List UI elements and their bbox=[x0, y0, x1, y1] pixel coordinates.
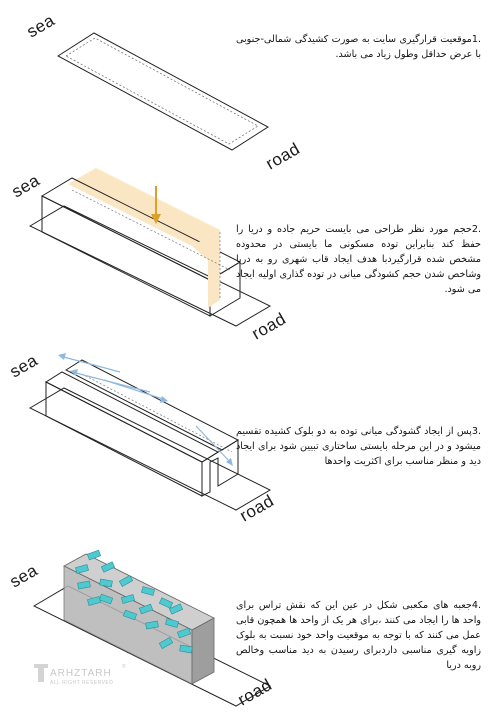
step-3-text: .3پس از ایجاد گشودگی میانی توده به دو بلوک کشیده تقسیم میشود و در این مرحله بایستی ساختاری تبیین شود برای ایجاد دید و منظر مناسب برای اکثریت واحدها bbox=[236, 426, 481, 467]
block-side bbox=[202, 440, 238, 496]
watermark-logo bbox=[34, 663, 126, 686]
step-4-text: .4جعبه های مکعبی شکل در عین این که نقش تراس برای واحد ها را ایجاد می کنند ،برای هر یک از واحد ها همچون قابی عمل می کنند که با توجه به موقعیت واحد خود نسبت به بلوک زاویه گیری مناسبی داردبرای رسیدن به دید مناسب وخالص روبه دریا bbox=[236, 600, 481, 671]
view-arrow-icon bbox=[60, 356, 120, 372]
step-2-text: .2حجم مورد نظر طراحی می بایست حریم جاده و دریا را حفظ کند بنابراین توده مسکونی ما بایستی در محدوده مشخص شده قرارگیردبا هدف ایجاد قاب شهری رو به دریا وشاخص شدن حجم کشودگی میانی در توده گذاری اولیه ایجاد می شود. bbox=[236, 224, 481, 295]
sea-label: sea bbox=[6, 560, 42, 592]
logo-name: ARHZTARH bbox=[50, 668, 112, 679]
sea-label: sea bbox=[8, 170, 44, 202]
road-label: road bbox=[236, 490, 278, 526]
view-arrow-icon bbox=[196, 426, 232, 464]
logo-mark-icon bbox=[34, 664, 48, 682]
sea-label: sea bbox=[6, 350, 42, 382]
view-arrows bbox=[60, 356, 232, 464]
step-1-text: .1موقعیت قرارگیری سایت به صورت کشیدگی شمالی-جنوبی با عرض حداقل وطول زیاد می باشد. bbox=[236, 34, 481, 60]
ground-plate bbox=[30, 388, 270, 510]
block-side bbox=[192, 618, 214, 684]
logo-registered: ® bbox=[122, 664, 127, 670]
block-front-face bbox=[46, 382, 202, 496]
road-label: road bbox=[234, 674, 276, 710]
logo-tagline: ALL RIGHT RESERVED bbox=[50, 680, 114, 686]
sea-label: sea bbox=[23, 10, 59, 42]
road-label: road bbox=[248, 308, 290, 344]
site-boundary-dashed bbox=[66, 38, 258, 144]
terrace-box bbox=[87, 550, 100, 560]
void-highlight-top bbox=[68, 168, 220, 246]
boxes-diagram-4 bbox=[7, 550, 276, 709]
road-label: road bbox=[262, 138, 304, 174]
view-arrow-icon bbox=[104, 380, 166, 400]
